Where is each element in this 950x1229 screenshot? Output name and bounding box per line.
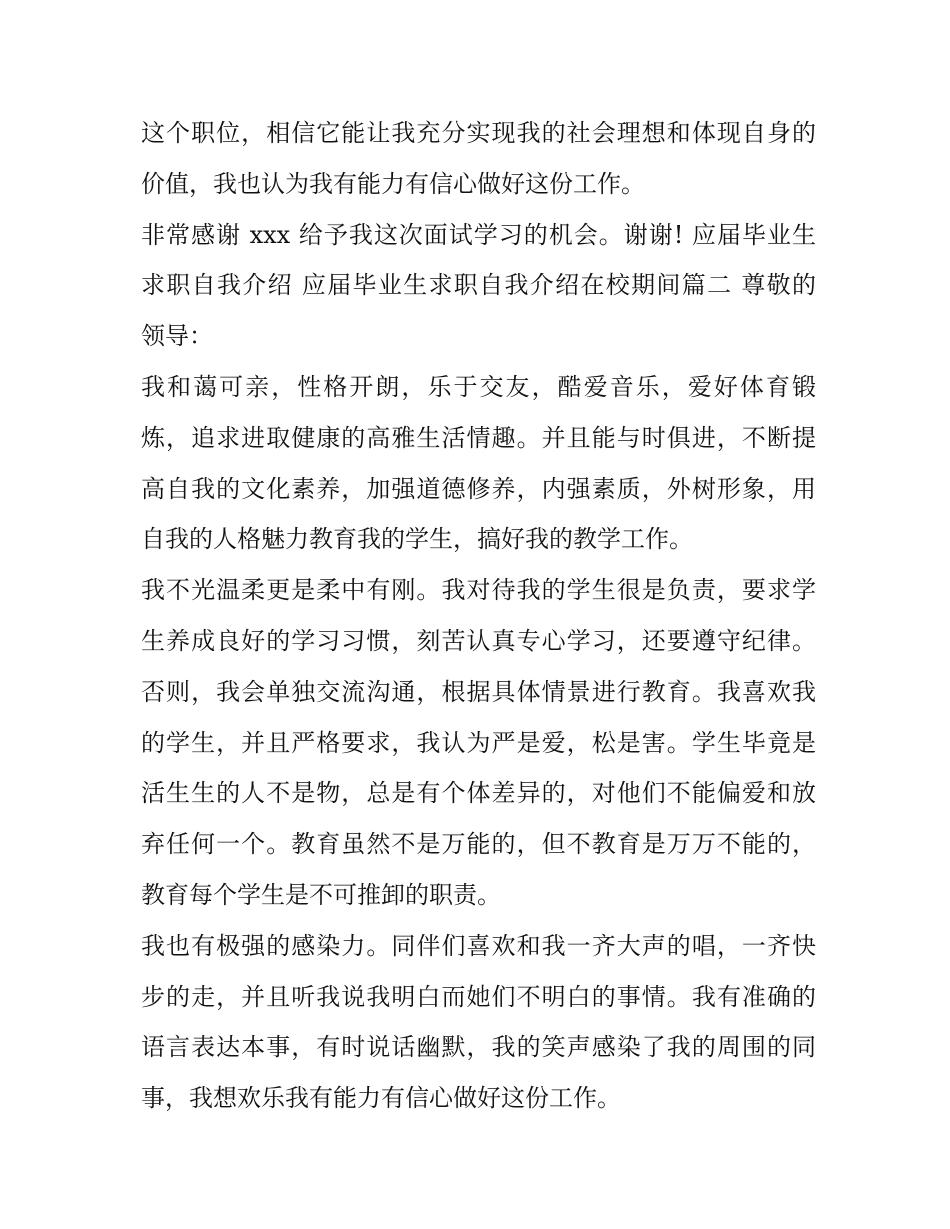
text-line: 炼，追求进取健康的高雅生活情趣。并且能与时俱进，不断提 bbox=[141, 423, 816, 452]
document-body bbox=[141, 108, 816, 1124]
text-line: 的学生，并且严格要求，我认为严是爱，松是害。学生毕竟是 bbox=[141, 728, 816, 757]
text-line: 领导： bbox=[141, 322, 213, 351]
text-line: 非常感谢 xxx 给予我这次面试学习的机会。谢谢! 应届毕业生 bbox=[141, 220, 816, 249]
text-line: 教育每个学生是不可推卸的职责。 bbox=[141, 880, 501, 909]
text-line: 生养成良好的学习习惯，刻苦认真专心学习，还要遵守纪律。 bbox=[141, 626, 816, 655]
text-line: 价值，我也认为我有能力有信心做好这份工作。 bbox=[141, 169, 645, 198]
text-line: 弃任何一个。教育虽然不是万能的，但不教育是万万不能的， bbox=[141, 830, 816, 859]
text-line: 事，我想欢乐我有能力有信心做好这份工作。 bbox=[141, 1084, 621, 1113]
text-line: 自我的人格魅力教育我的学生，搞好我的教学工作。 bbox=[141, 525, 693, 554]
text-line: 高自我的文化素养，加强道德修养，内强素质，外树形象，用 bbox=[141, 474, 816, 503]
text-line: 我不光温柔更是柔中有刚。我对待我的学生很是负责，要求学 bbox=[141, 576, 816, 605]
text-line: 这个职位，相信它能让我充分实现我的社会理想和体现自身的 bbox=[141, 119, 816, 147]
text-line: 语言表达本事，有时说话幽默，我的笑声感染了我的周围的同 bbox=[141, 1033, 816, 1062]
text-line: 活生生的人不是物，总是有个体差异的，对他们不能偏爱和放 bbox=[141, 779, 816, 808]
text-line: 求职自我介绍 应届毕业生求职自我介绍在校期间篇二 尊敬的 bbox=[141, 271, 816, 300]
text-line: 我和蔼可亲，性格开朗，乐于交友，酷爱音乐，爱好体育锻 bbox=[141, 372, 816, 401]
text-line: 否则，我会单独交流沟通，根据具体情景进行教育。我喜欢我 bbox=[141, 677, 816, 706]
text-line: 步的走，并且听我说我明白而她们不明白的事情。我有准确的 bbox=[141, 982, 816, 1011]
text-line: 我也有极强的感染力。同伴们喜欢和我一齐大声的唱，一齐快 bbox=[141, 931, 816, 960]
